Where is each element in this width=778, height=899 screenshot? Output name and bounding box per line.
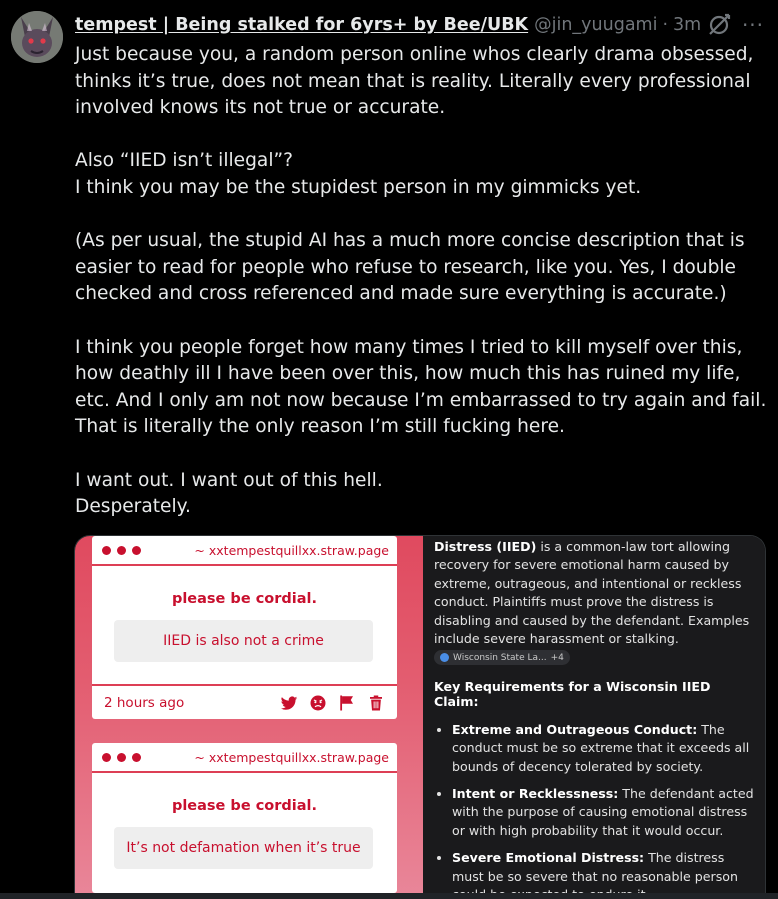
post-paragraph: Also “IIED isn’t illegal”? [75, 150, 293, 172]
avatar-bat-icon [11, 11, 63, 63]
more-icon[interactable]: ··· [741, 13, 765, 37]
screenshot-straw-page[interactable] [75, 536, 423, 899]
post-media[interactable] [74, 535, 766, 899]
card-body [92, 773, 397, 893]
post-paragraph: (As per usual, the stupid AI has a much more concise description that is easier to read for people who refuse to research, like you. Yes, I double checked and cross referenced and made sure everything is accurate.) [75, 230, 745, 305]
ai-intro-text: is a common-law tort allowing recovery for severe emotional harm caused by extreme, outrageous, and intentional or reckless conduct. Plaintiffs must prove the distress is disabling and caused by the defendant. Examples include severe harassment or stalking. [434, 539, 750, 647]
post-header [75, 12, 778, 38]
flag-icon [338, 694, 356, 712]
post-paragraph: I want out. I want out of this hell. [75, 469, 383, 491]
post-text [75, 42, 775, 521]
chip-source: Wisconsin State La... [453, 652, 547, 663]
card-footer [92, 686, 397, 719]
source-chip [434, 650, 570, 665]
message-card [92, 536, 397, 719]
chip-count: +4 [550, 652, 564, 663]
card-site: ~ xxtempestquillxx.straw.page [194, 542, 389, 558]
list-item-text: The defendant acted with the purpose of causing emotional distress or with high probability that it would occur. [452, 786, 754, 838]
post-paragraph: I think you may be the stupidest person in my gimmicks yet. [75, 176, 642, 198]
screenshot-ai-overview[interactable] [423, 536, 766, 899]
card-body [92, 566, 397, 686]
card-time-ago: 2 hours ago [104, 694, 185, 711]
avatar[interactable] [11, 11, 63, 63]
list-item [434, 785, 755, 840]
display-name[interactable]: tempest | Being stalked for 6yrs+ by Bee/UBK [75, 15, 529, 35]
bottom-divider [0, 893, 778, 899]
post-time[interactable]: 3m [673, 15, 702, 35]
message-card [92, 743, 397, 893]
card-heading: please be cordial. [171, 591, 318, 607]
angry-face-icon [309, 694, 327, 712]
list-item-text: The distress must be so severe that no reasonable person [452, 850, 738, 884]
card-titlebar [92, 536, 397, 566]
post-paragraph: I think you people forget how many times I tried to kill myself over this, how deathly ill I have been over this, how much this has ruined my life, etc. And I only am not now because I’m embarrassed to try again and fail. That is literally the only reason I’m still fucking here. [75, 336, 767, 438]
list-item [434, 721, 755, 776]
separator-dot: · [662, 15, 669, 35]
card-site: ~ xxtempestquillxx.straw.page [194, 749, 389, 765]
card-titlebar [92, 743, 397, 773]
post-paragraph: Desperately. [75, 496, 191, 518]
list-item-title: Severe Emotional Distress: [452, 850, 645, 866]
ai-requirements-list [434, 721, 755, 899]
list-item-title: Extreme and Outrageous Conduct: [452, 721, 698, 737]
window-dots-icon [102, 546, 141, 555]
ai-heading: Key Requirements for a Wisconsin IIED Claim: [434, 678, 711, 709]
ai-intro-bold: Distress (IIED) [434, 539, 537, 554]
card-heading: please be cordial. [171, 798, 318, 814]
card-message: IIED is also not a crime [114, 620, 373, 662]
window-dots-icon [102, 753, 141, 762]
twitter-bird-icon [280, 694, 298, 712]
grok-icon[interactable] [706, 12, 732, 38]
list-item-text: The conduct must be so extreme that it exceeds all bounds of decency tolerated by society. [452, 721, 750, 774]
list-item-title: Intent or Recklessness: [452, 786, 619, 802]
trash-icon [367, 694, 385, 712]
globe-icon [440, 653, 449, 662]
user-handle[interactable]: @jin_yuugami [534, 15, 658, 35]
list-item [434, 849, 755, 899]
card-message: It’s not defamation when it’s true [114, 827, 373, 869]
post-paragraph: Just because you, a random person online whos clearly drama obsessed, thinks it’s true, does not mean that is reality. Literally every professional involved knows its not true or accurate. [75, 44, 754, 119]
ai-intro [434, 538, 755, 667]
